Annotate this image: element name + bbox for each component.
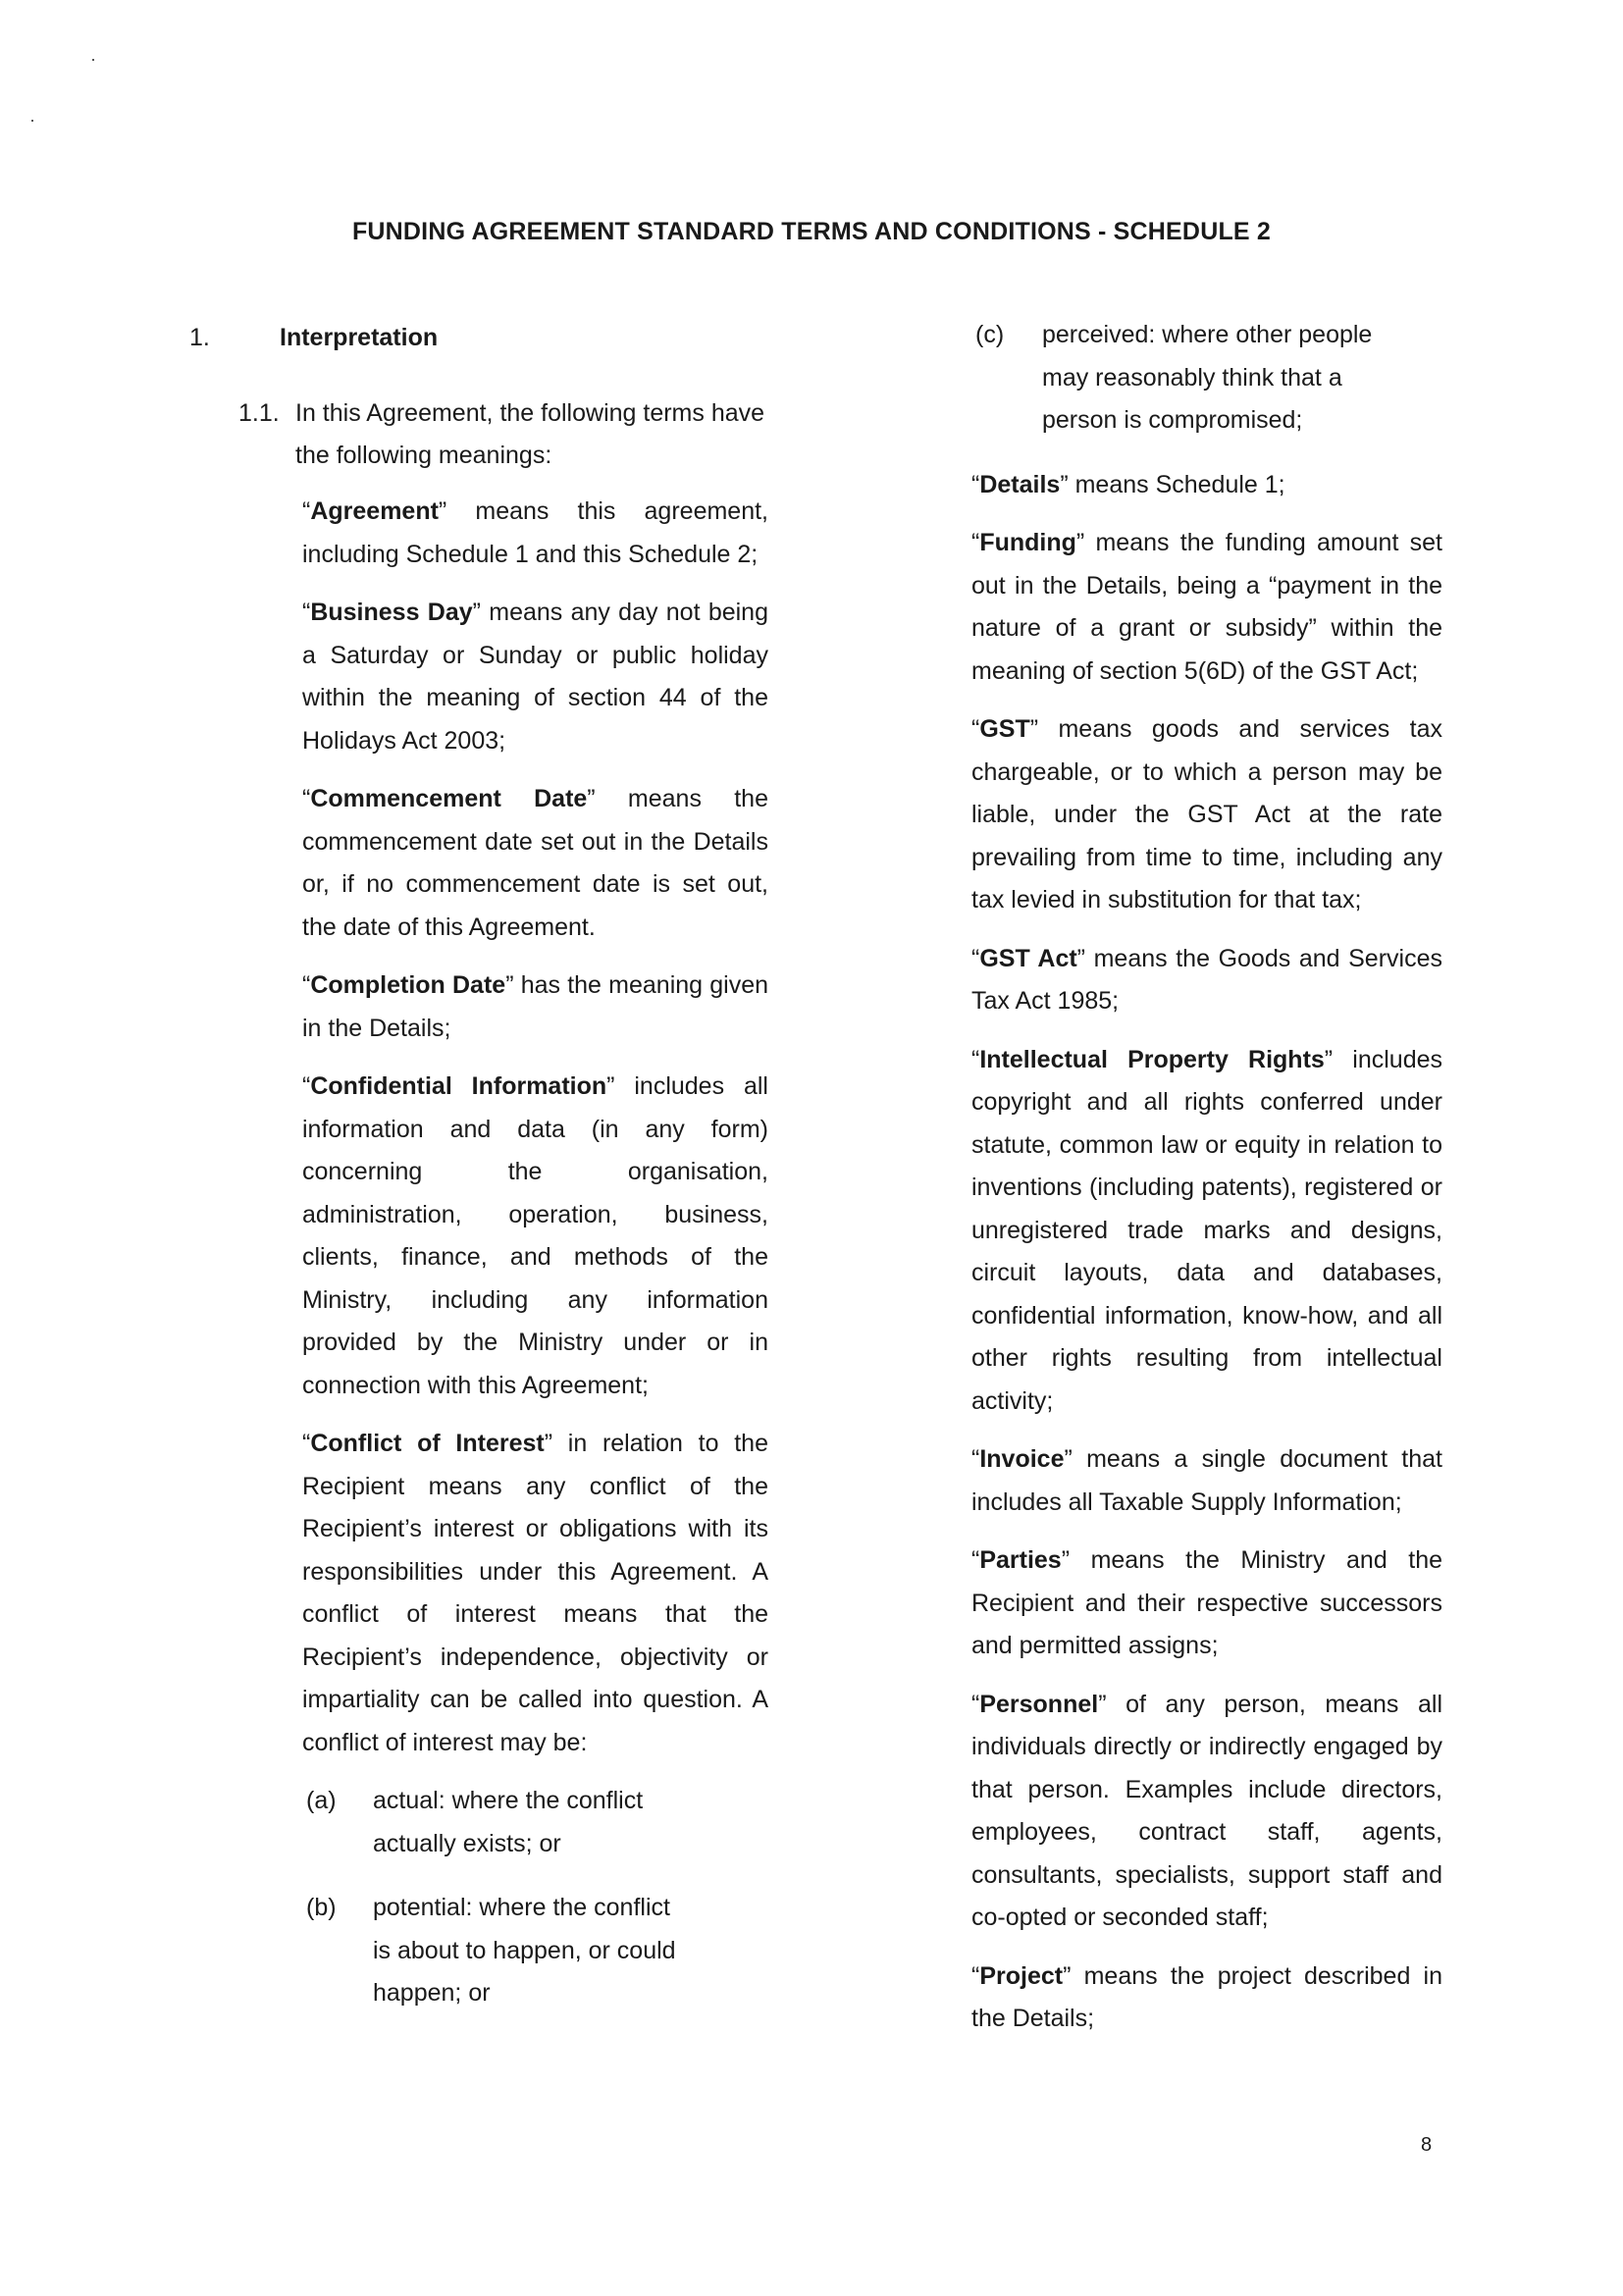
defined-term: Details [979, 470, 1061, 498]
definition-text: means the Goods and Services Tax Act 1985; [971, 944, 1442, 1015]
definition-text: has the meaning given in the Details; [302, 971, 769, 1042]
item-text: perceived: where other people may reasonably think that a person is compromised; [1042, 321, 1373, 434]
definition-gst-act: “GST Act” means the Goods and Services Tax Act 1985; [971, 944, 1442, 1015]
definition-text: means a single document that includes all Taxable Supply Information; [971, 1445, 1442, 1516]
conflict-item-b [302, 1887, 687, 2015]
definition-completion-date: “Completion Date” has the meaning given in the Details; [302, 971, 769, 1042]
definition-business-day: “Business Day” means any day not being a Saturday or Sunday or public holiday within the meaning of section 44 of the Holidays Act 2003; [302, 599, 768, 755]
definition-text: includes all information and data (in any form) concerning the organisation, administration, operation, business, clients, finance, and methods of the Ministry, including any information provided by the Ministry under or in connection with this Agreement; [302, 1072, 768, 1399]
item-label: (b) [306, 1894, 337, 1921]
defined-term: GST Act [979, 944, 1077, 972]
definition-gst: “GST” means goods and services tax chargeable, or to which a person may be liable, under the GST Act at the rate prevailing from time to time, including any tax levied in substitution for that tax; [971, 715, 1442, 913]
clause-text: In this Agreement, the following terms have the following meanings: [295, 399, 765, 469]
definition-personnel: “Personnel” of any person, means all individuals directly or indirectly engaged by that person. Examples include directors, employees, contract staff, agents, consultants, specialists, support staff and co-opted or seconded staff; [971, 1690, 1442, 1931]
page-number: 8 [1421, 2134, 1433, 2156]
defined-term: Project [979, 1961, 1064, 1990]
defined-term: Personnel [979, 1690, 1099, 1718]
definition-text: means the project described in the Details; [971, 1961, 1442, 2032]
clause-1-1 [238, 392, 768, 477]
scan-speck [92, 59, 94, 61]
definition-agreement: “Agreement” means this agreement, including Schedule 1 and this Schedule 2; [302, 497, 768, 568]
definition-details: “Details” means Schedule 1; [971, 470, 1285, 498]
left-column [302, 491, 768, 2037]
definition-text: means goods and services tax chargeable, or to which a person may be liable, under the GST Act at the rate prevailing from time to time, including any tax levied in substitution for that tax; [971, 715, 1442, 913]
definition-text: includes copyright and all rights conferred under statute, common law or equity in relation to inventions (including patents), registered or unregistered trade marks and designs, circuit layouts, data and databases, confidential information, know-how, and all other rights resulting from intellectual activity; [971, 1045, 1442, 1415]
scan-speck [31, 120, 33, 122]
definition-project: “Project” means the project described in the Details; [971, 1961, 1442, 2032]
conflict-item-a [302, 1780, 687, 1865]
defined-term: Business Day [310, 599, 473, 626]
defined-term: Confidential Information [310, 1072, 607, 1100]
definition-conflict-of-interest: “Conflict of Interest” in relation to the Recipient means any conflict of the Recipient’s interest or obligations with its responsibilities under this Agreement. A conflict of interest means that the Recipient’s independence, objectivity or impartiality can be called into question. A conflict of interest may be: [302, 1430, 768, 1756]
defined-term: Completion Date [310, 971, 506, 999]
defined-term: GST [979, 715, 1030, 743]
document-title: FUNDING AGREEMENT STANDARD TERMS AND CONDITIONS - SCHEDULE 2 [351, 218, 1272, 245]
definition-text: means this agreement, including Schedule 1 and this Schedule 2; [302, 497, 768, 568]
definition-text: means the funding amount set out in the Details, being a “payment in the nature of a grant or subsidy” within the meaning of section 5(6D) of the GST Act; [971, 529, 1442, 685]
section-number: 1. [189, 324, 210, 351]
item-text: potential: where the conflict is about to happen, or could happen; or [373, 1894, 676, 2007]
defined-term: Conflict of Interest [310, 1430, 545, 1457]
definition-parties: “Parties” means the Ministry and the Recipient and their respective successors and permitted assigns; [971, 1546, 1442, 1659]
definition-text: of any person, means all individuals directly or indirectly engaged by that person. Examples include directors, employees, contract staff, agents, consultants, specialists, support staff and co-opted or seconded staff; [971, 1690, 1442, 1931]
defined-term: Funding [979, 529, 1076, 556]
definition-funding: “Funding” means the funding amount set out in the Details, being a “payment in the nature of a grant or subsidy” within the meaning of section 5(6D) of the GST Act; [971, 529, 1442, 685]
definition-commencement-date: “Commencement Date” means the commencement date set out in the Details or, if no commencement date is set out, the date of this Agreement. [302, 785, 768, 941]
section-heading: Interpretation [280, 324, 439, 351]
item-label: (a) [306, 1787, 337, 1814]
item-label: (c) [975, 321, 1005, 348]
definition-text: in relation to the Recipient means any conflict of the Recipient’s interest or obligations with its responsibilities under this Agreement. A conflict of interest means that the Recipient’s independence, objectivity or impartiality can be called into question. A conflict of interest may be: [302, 1430, 768, 1756]
defined-term: Invoice [979, 1445, 1065, 1473]
conflict-item-c [971, 314, 1415, 443]
definition-text: means any day not being a Saturday or Sunday or public holiday within the meaning of section 44 of the Holidays Act 2003; [302, 599, 768, 755]
definition-intellectual-property-rights: “Intellectual Property Rights” includes copyright and all rights conferred under statute, common law or equity in relation to inventions (including patents), registered or unregistered trade marks and designs, circuit layouts, data and databases, confidential information, know-how, and all other rights resulting from intellectual activity; [971, 1045, 1442, 1415]
right-column [971, 314, 1442, 2057]
definition-invoice: “Invoice” means a single document that includes all Taxable Supply Information; [971, 1445, 1442, 1516]
clause-number: 1.1. [238, 399, 280, 427]
defined-term: Agreement [310, 497, 439, 525]
defined-term: Intellectual Property Rights [979, 1045, 1325, 1073]
definition-text: means the Ministry and the Recipient and their respective successors and permitted assigns; [971, 1546, 1442, 1659]
defined-term: Parties [979, 1546, 1062, 1574]
definition-text: means Schedule 1; [1068, 470, 1285, 498]
definition-text: means the commencement date set out in the Details or, if no commencement date is set out, the date of this Agreement. [302, 785, 768, 941]
defined-term: Commencement Date [310, 785, 588, 812]
item-text: actual: where the conflict actually exists; or [373, 1787, 644, 1857]
definition-confidential-information: “Confidential Information” includes all information and data (in any form) concerning the organisation, administration, operation, business, clients, finance, and methods of the Ministry, including any information provided by the Ministry under or in connection with this Agreement; [302, 1072, 768, 1399]
